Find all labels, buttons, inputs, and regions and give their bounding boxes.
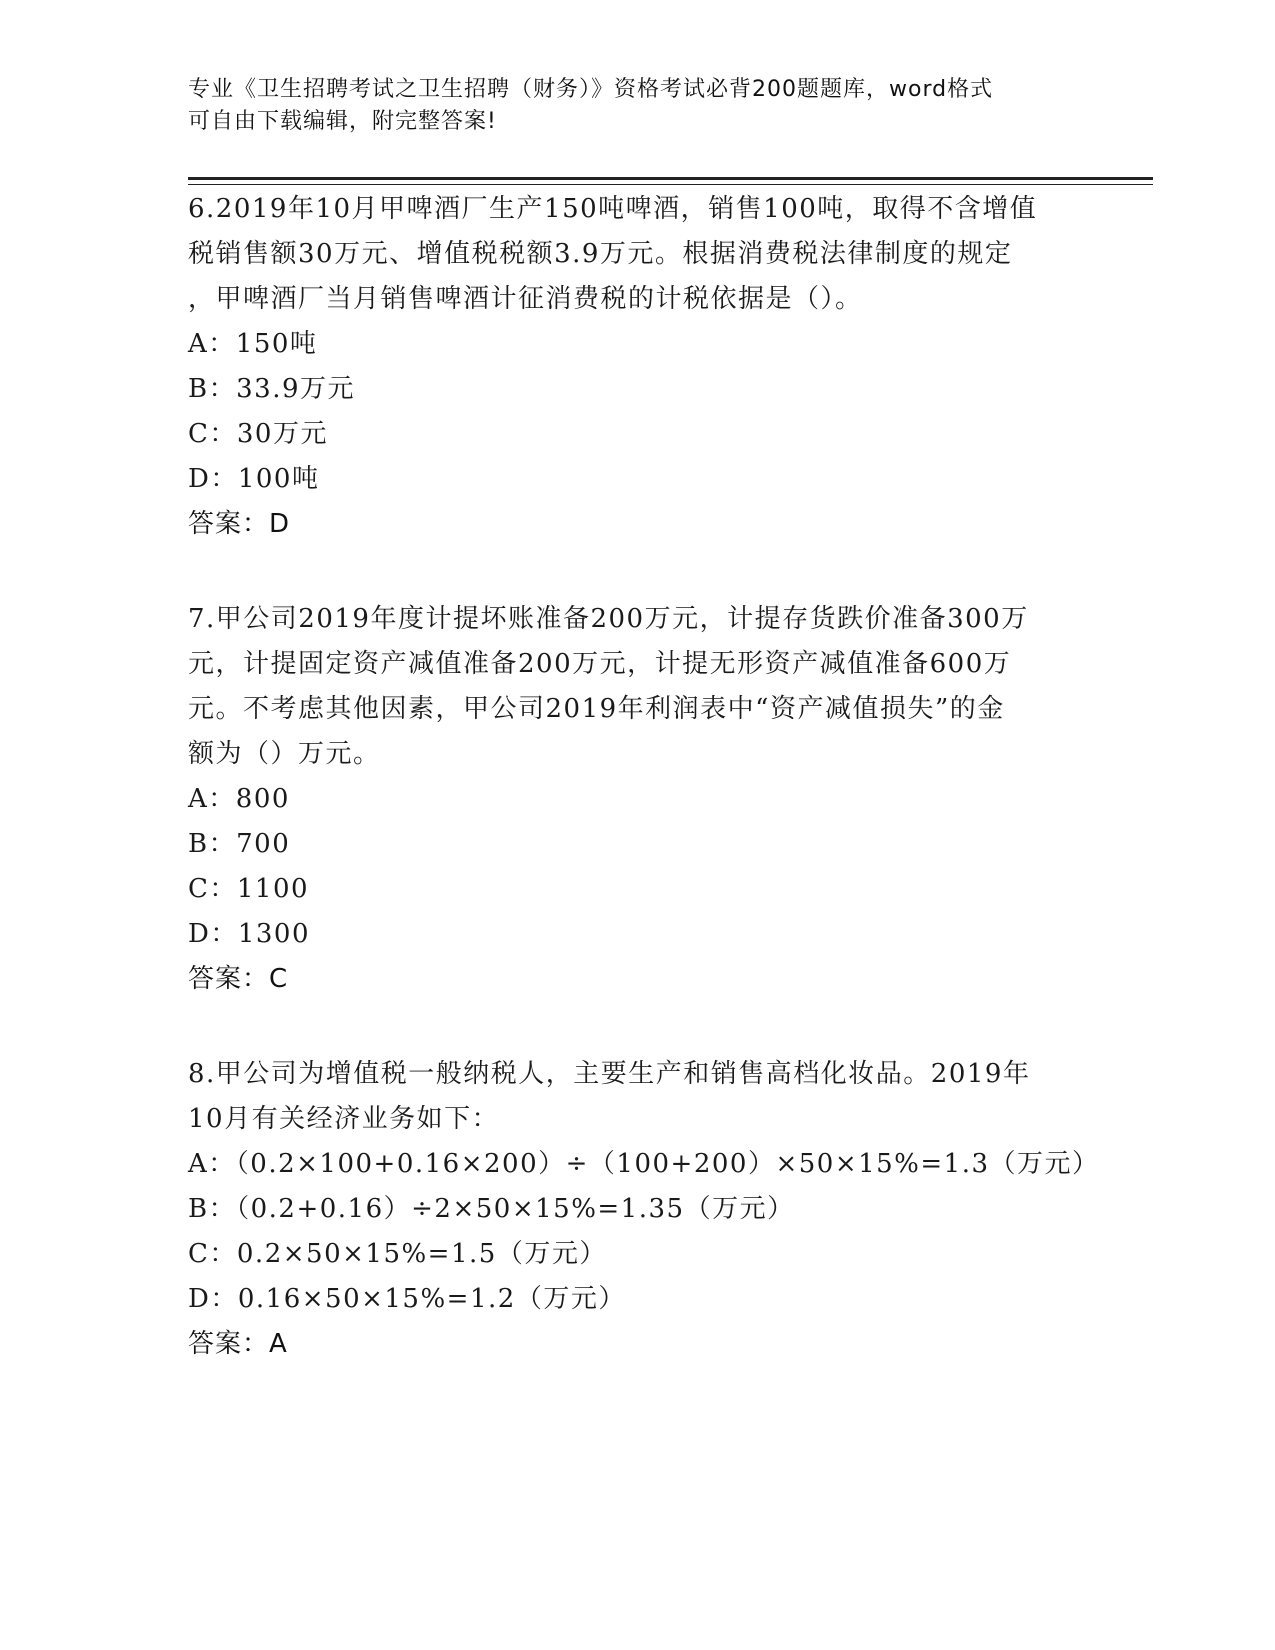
header-line-1: 专业《卫生招聘考试之卫生招聘（财务）》资格考试必背200题题库，word格式	[188, 77, 994, 102]
question-6	[188, 187, 1088, 547]
header-divider-thick	[188, 177, 1153, 180]
question-stem-line: 额为（）万元。	[188, 739, 381, 769]
option-a: A：150吨	[188, 329, 318, 359]
header-divider-thin	[188, 184, 1153, 185]
option-d: D：1300	[188, 919, 311, 949]
question-stem-line: 元。不考虑其他因素，甲公司2019年利润表中“资产减值损失”的金	[188, 694, 1005, 724]
answer-label: 答案：D	[188, 509, 291, 539]
header-line-2: 可自由下载编辑，附完整答案!	[188, 109, 497, 134]
option-b: B：700	[188, 829, 291, 859]
question-stem-line: 6.2019年10月甲啤酒厂生产150吨啤酒，销售100吨，取得不含增值	[188, 194, 1038, 224]
answer-label: 答案：A	[188, 1329, 288, 1359]
option-a: A：（0.2×100+0.16×200）÷（100+200）×50×15%=1.3（万元）	[188, 1149, 1100, 1179]
option-d: D：100吨	[188, 464, 320, 494]
answer-label: 答案：C	[188, 964, 289, 994]
question-7	[188, 597, 1088, 1002]
question-stem-line: 元，计提固定资产减值准备200万元，计提无形资产减值准备600万	[188, 649, 1012, 679]
option-d: D：0.16×50×15%=1.2（万元）	[188, 1284, 626, 1314]
question-8	[188, 1052, 1100, 1367]
option-b: B：（0.2+0.16）÷2×50×15%=1.35（万元）	[188, 1194, 795, 1224]
option-c: C：1100	[188, 874, 310, 904]
question-stem-line: 7.甲公司2019年度计提坏账准备200万元，计提存货跌价准备300万	[188, 604, 1029, 634]
document-header	[188, 74, 1088, 138]
question-stem-line: 10月有关经济业务如下：	[188, 1104, 500, 1134]
question-stem-line: 8.甲公司为增值税一般纳税人，主要生产和销售高档化妆品。2019年	[188, 1059, 1031, 1089]
option-c: C：30万元	[188, 419, 328, 449]
question-stem-line: ，甲啤酒厂当月销售啤酒计征消费税的计税依据是（）。	[188, 284, 863, 314]
option-a: A：800	[188, 784, 290, 814]
question-stem-line: 税销售额30万元、增值税税额3.9万元。根据消费税法律制度的规定	[188, 239, 1013, 269]
option-c: C：0.2×50×15%=1.5（万元）	[188, 1239, 607, 1269]
option-b: B：33.9万元	[188, 374, 355, 404]
